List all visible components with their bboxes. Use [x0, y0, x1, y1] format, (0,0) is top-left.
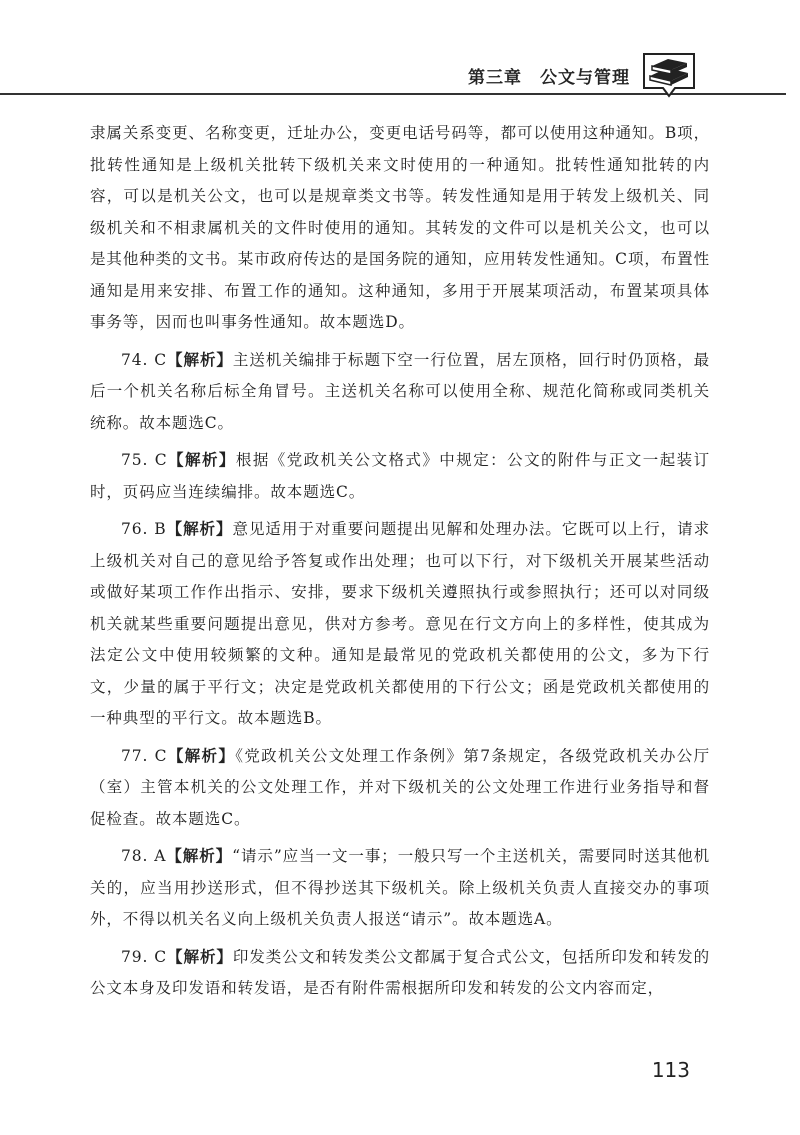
question-number: 78. A: [121, 847, 167, 865]
analysis-tag: 【解析】: [167, 746, 236, 765]
page-number: 113: [651, 1058, 690, 1082]
paragraph-text: 隶属关系变更、名称变更，迁址办公，变更电话号码等，都可以使用这种通知。B项，批转性通知是上级机关批转下级机关来文时使用的一种通知。批转性通知批转的内容，可以是机关公文，也可以是规章类文书等。转发性通知是用于转发上级机关、同级机关和不相隶属机关的文件时使用的通知。其转发的文件可以是机关公文，也可以是其他种类的文书。某市政府传达的是国务院的通知，应用转发性通知。C项，布置性通知是用来安排、布置工作的通知。这种通知，多用于开展某项活动，布置某项具体事务等，因而也叫事务性通知。故本题选D。: [90, 124, 710, 331]
paragraph-text: 印发类公文和转发类公文都属于复合式公文，包括所印发和转发的公文本身及印发语和转发语，是否有附件需根据所印发和转发的公文内容而定，: [90, 947, 710, 997]
chapter-title: 第三章 公文与管理: [468, 68, 630, 88]
question-number: 74. C: [121, 350, 167, 369]
answer-item-74: [90, 345, 710, 440]
answer-item-78: [90, 841, 710, 936]
stacked-books-icon: [640, 48, 698, 100]
paragraph-text: 《党政机关公文处理工作条例》第7条规定，各级党政机关办公厅（室）主管本机关的公文处理工作，并对下级机关的公文处理工作进行业务指导和督促检查。故本题选C。: [90, 746, 710, 828]
paragraph-text: 根据《党政机关公文格式》中规定：公文的附件与正文一起装订时，页码应当连续编排。故本题选C。: [90, 451, 711, 501]
paragraph-text: 主送机关编排于标题下空一行位置，居左顶格，回行时仍顶格，最后一个机关名称后标全角冒号。主送机关名称可以使用全称、规范化简称或同类机关统称。故本题选C。: [90, 350, 710, 432]
analysis-tag: 【解析】: [166, 847, 233, 865]
question-number: 79. C: [121, 947, 167, 966]
answer-explanations: [90, 118, 710, 1005]
paragraph-text: “请示”应当一文一事；一般只写一个主送机关，需要同时送其他机关的，应当用抄送形式，但不得抄送其下级机关。除上级机关负责人直接交办的事项外，不得以机关名义向上级机关负责人报送“请示”。故本题选A。: [90, 847, 710, 928]
paragraph-text: 意见适用于对重要问题提出见解和处理办法。它既可以上行，请求上级机关对自己的意见给予答复或作出处理；也可以下行，对下级机关开展某些活动或做好某项工作作出指示、安排，要求下级机关遵照执行或参照执行；还可以对同级机关就某些重要问题提出意见，供对方参考。意见在行文方向上的多样性，使其成为法定公文中使用较频繁的文种。通知是最常见的党政机关都使用的公文，多为下行文，少量的属于平行文；决定是党政机关都使用的下行公文；函是党政机关都使用的一种典型的平行文。故本题选B。: [90, 520, 711, 727]
answer-item-79: [90, 942, 710, 1005]
analysis-tag: 【解析】: [167, 451, 236, 469]
question-number: 77. C: [121, 746, 168, 765]
analysis-tag: 【解析】: [167, 350, 233, 369]
continued-paragraph: [90, 118, 710, 339]
question-number: 75. C: [121, 451, 168, 469]
answer-item-75: [90, 445, 710, 508]
page-header: [0, 0, 800, 100]
answer-item-77: [90, 741, 710, 836]
answer-item-76: [90, 514, 710, 735]
question-number: 76. B: [121, 520, 167, 538]
analysis-tag: 【解析】: [166, 520, 233, 538]
analysis-tag: 【解析】: [167, 947, 233, 966]
